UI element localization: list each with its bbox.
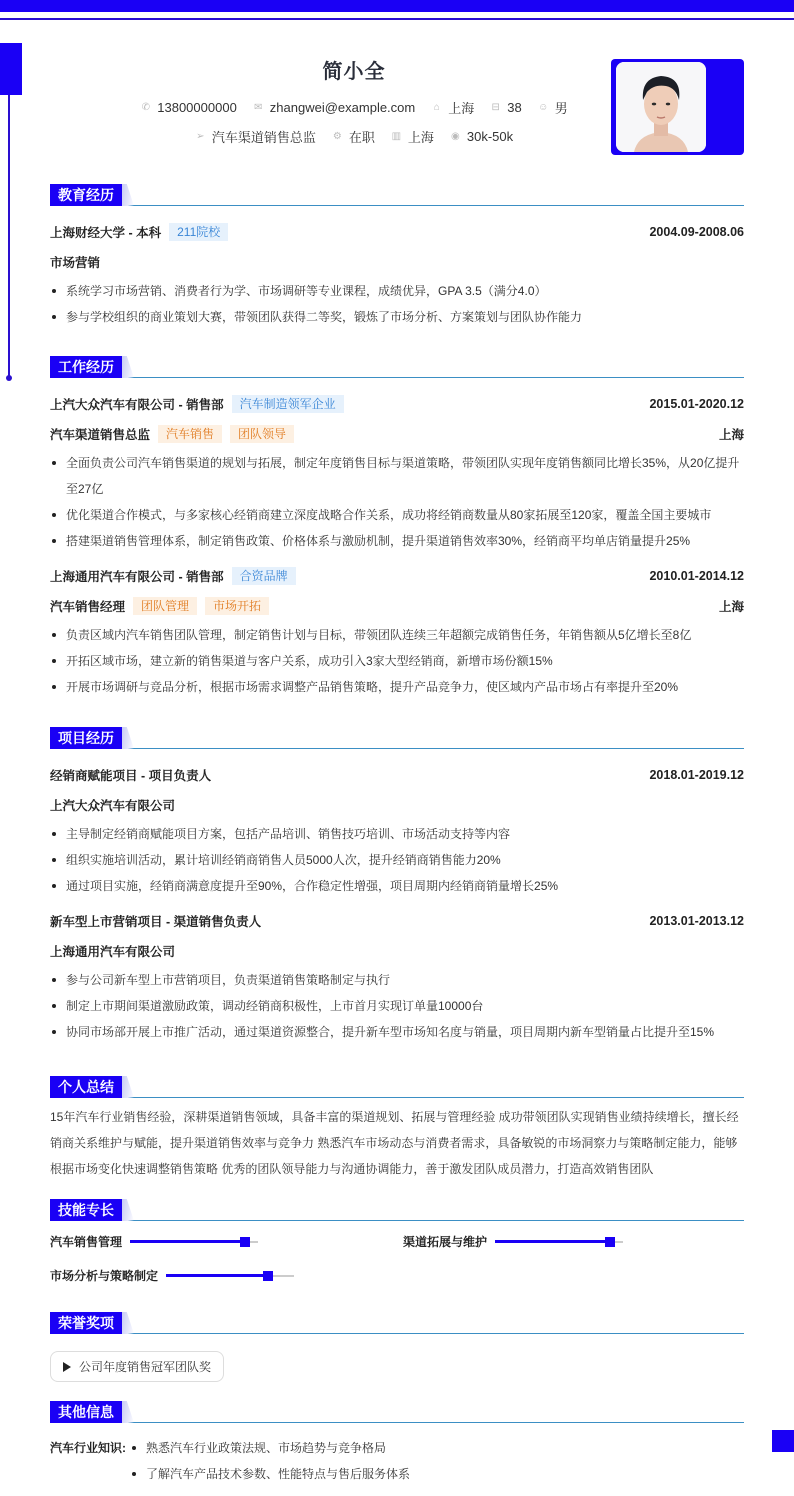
left-accent-block: [0, 43, 22, 95]
project-date: 2018.01-2019.12: [649, 768, 744, 782]
salary-icon: ◉: [451, 131, 460, 142]
project-entry: [50, 765, 744, 899]
skill-item: [50, 1233, 258, 1250]
contact-salary: ◉ 30k-50k: [451, 129, 514, 144]
section-title: 教育经历: [50, 184, 122, 206]
work-location: 上海: [718, 600, 744, 614]
summary-text: 15年汽车行业销售经验，深耕渠道销售领域，具备丰富的渠道规划、拓展与管理经验 成功带领团队实现销售业绩持续增长，擅长经销商关系维护与赋能，提升渠道销售效率与竞争力 熟悉汽车市场动态与消费者需求，具备敏锐的市场洞察力与策略制定能力，能够根据市场变化快速调整销售策略 优秀的团队领导能力与沟通协调能力，善于激发团队成员潜力，打造高效销售团队: [50, 1110, 739, 1176]
project-name: 经销商赋能项目 - 项目负责人: [50, 769, 212, 783]
bottom-right-accent-block: [772, 1430, 794, 1452]
resume-header: [50, 55, 610, 146]
list-item: 制定上市期间渠道激励政策，调动经销商积极性，上市首月实现订单量10000台: [50, 993, 744, 1019]
section-header: [50, 356, 744, 378]
role-tag: 团队管理: [133, 597, 197, 615]
work-date: 2015.01-2020.12: [649, 397, 744, 411]
section-title: 工作经历: [50, 356, 122, 378]
role-tag: 汽车销售: [158, 425, 222, 443]
skill-level-knob: [263, 1271, 273, 1281]
project-bullets: [50, 967, 744, 1045]
section-skills: [50, 1199, 744, 1291]
list-item: 参与学校组织的商业策划大赛，带领团队获得二等奖，锻炼了市场分析、方案策划与团队协作能力: [50, 304, 744, 330]
left-timeline-line: [8, 95, 10, 379]
skill-item: [403, 1233, 623, 1250]
work-bullets: [50, 622, 744, 700]
project-date: 2013.01-2013.12: [649, 914, 744, 928]
section-work: [50, 356, 744, 700]
list-item: 搭建渠道销售管理体系，制定销售政策、价格体系与激励机制，提升渠道销售效率30%，经销商平均单店销量提升25%: [50, 528, 744, 554]
section-header: [50, 1076, 744, 1098]
phone-icon: ✆: [141, 102, 150, 113]
skill-name: 渠道拓展与维护: [403, 1235, 488, 1249]
skill-name: 汽车销售管理: [50, 1235, 123, 1249]
section-title: 个人总结: [50, 1076, 122, 1098]
list-item: 开展市场调研与竞品分析，根据市场需求调整产品销售策略，提升产品竞争力，使区域内产品市场占有率提升至20%: [50, 674, 744, 700]
list-item: 通过项目实施，经销商满意度提升至90%，合作稳定性增强，项目周期内经销商销量增长25%: [50, 873, 744, 899]
section-education: [50, 184, 744, 330]
job-role: 汽车销售经理: [50, 600, 126, 614]
list-item: 参与公司新车型上市营销项目，负责渠道销售策略制定与执行: [50, 967, 744, 993]
skill-level-bar: [130, 1241, 258, 1243]
person-portrait-icon: [616, 62, 706, 152]
skill-level-bar: [166, 1275, 294, 1277]
status-icon: ⚙: [332, 131, 342, 142]
top-accent-line: [0, 18, 794, 20]
list-item: 优化渠道合作模式，与多家核心经销商建立深度战略合作关系，成功将经销商数量从80家拓展至120家，覆盖全国主要城市: [50, 502, 744, 528]
section-title: 荣誉奖项: [50, 1312, 122, 1334]
project-bullets: [50, 821, 744, 899]
contact-location: ⌂ 上海: [431, 98, 474, 117]
home-icon: ⌂: [433, 102, 440, 113]
list-item: 负责区域内汽车销售团队管理，制定销售计划与目标，带领团队连续三年超额完成销售任务，年销售额从5亿增长至8亿: [50, 622, 744, 648]
section-header: [50, 1199, 744, 1221]
mail-icon: ✉: [254, 102, 263, 113]
major: 市场营销: [50, 256, 101, 270]
school-tag: 211院校: [169, 223, 228, 241]
work-date: 2010.01-2014.12: [649, 569, 744, 583]
role-tag: 市场开拓: [205, 597, 269, 615]
contact-age: ⊟ 38: [491, 100, 522, 115]
contact-target-role: ➢ 汽车渠道销售总监: [196, 130, 316, 145]
contact-gender: ☺ 男: [538, 101, 568, 116]
section-title: 项目经历: [50, 727, 122, 749]
company-tag: 合资品牌: [232, 567, 296, 585]
list-item: 协同市场部开展上市推广活动，通过渠道资源整合，提升新车型市场知名度与销量，项目周期内新车型销量占比提升至15%: [50, 1019, 744, 1045]
contact-phone: ✆ 13800000000: [141, 100, 237, 115]
other-info-entry: [50, 1435, 744, 1487]
section-header: [50, 727, 744, 749]
skill-item: [50, 1267, 294, 1284]
avatar-photo: [616, 62, 706, 152]
other-info-label: 汽车行业知识:: [50, 1441, 126, 1455]
skill-level-knob: [240, 1237, 250, 1247]
skill-level-knob: [605, 1237, 615, 1247]
school-name: 上海财经大学 - 本科: [50, 226, 162, 240]
list-item: 全面负责公司汽车销售渠道的规划与拓展，制定年度销售目标与渠道策略，带领团队实现年度销售额同比增长35%，从20亿提升至27亿: [50, 450, 744, 502]
left-timeline-dot: [6, 375, 12, 381]
section-summary: [50, 1076, 744, 1182]
candidate-name: 简小全: [322, 61, 386, 83]
project-org: 上海通用汽车有限公司: [50, 945, 176, 959]
education-bullets: [50, 278, 744, 330]
list-item: 主导制定经销商赋能项目方案，包括产品培训、销售技巧培训、市场活动支持等内容: [50, 821, 744, 847]
gender-icon: ☺: [538, 102, 549, 113]
skill-level-bar: [495, 1241, 623, 1243]
project-org: 上汽大众汽车有限公司: [50, 799, 176, 813]
section-header: [50, 1401, 744, 1423]
building-icon: ▥: [391, 131, 402, 142]
work-location: 上海: [718, 428, 744, 442]
section-projects: [50, 727, 744, 1045]
section-awards: [50, 1312, 744, 1382]
contact-target-city: ▥ 上海: [391, 130, 434, 145]
section-other: [50, 1401, 744, 1487]
contact-status: ⚙ 在职: [332, 130, 375, 145]
skills-grid: [50, 1221, 744, 1291]
contact-email: ✉ zhangwei@example.com: [254, 100, 416, 115]
work-bullets: [50, 450, 744, 554]
project-entry: [50, 911, 744, 1045]
education-date: 2004.09-2008.06: [649, 225, 744, 239]
education-entry: [50, 222, 744, 330]
work-entry: [50, 394, 744, 554]
job-role: 汽车渠道销售总监: [50, 428, 151, 442]
award-label: 公司年度销售冠军团队奖: [79, 1360, 212, 1374]
other-info-bullets: [130, 1435, 410, 1487]
section-title: 其他信息: [50, 1401, 122, 1423]
award-item[interactable]: [50, 1351, 224, 1382]
send-icon: ➢: [196, 131, 205, 142]
top-accent-bar: [0, 0, 794, 12]
contact-row-1: [98, 98, 610, 117]
list-item: 系统学习市场营销、消费者行为学、市场调研等专业课程，成绩优异，GPA 3.5（满分4.0）: [50, 278, 744, 304]
company-tag: 汽车制造领军企业: [232, 395, 344, 413]
section-header: [50, 1312, 744, 1334]
company-name: 上汽大众汽车有限公司 - 销售部: [50, 398, 224, 412]
age-icon: ⊟: [491, 102, 500, 113]
list-item: 了解汽车产品技术参数、性能特点与售后服务体系: [130, 1461, 410, 1487]
project-name: 新车型上市营销项目 - 渠道销售负责人: [50, 915, 262, 929]
list-item: 开拓区域市场，建立新的销售渠道与客户关系，成功引入3家大型经销商，新增市场份额15%: [50, 648, 744, 674]
work-entry: [50, 566, 744, 700]
photo-frame: [611, 59, 744, 155]
company-name: 上海通用汽车有限公司 - 销售部: [50, 570, 224, 584]
contact-row-2: [98, 127, 610, 146]
role-tag: 团队领导: [230, 425, 294, 443]
list-item: 组织实施培训活动，累计培训经销商销售人员5000人次，提升经销商销售能力20%: [50, 847, 744, 873]
section-header: [50, 184, 744, 206]
expand-triangle-icon: [63, 1362, 71, 1372]
skill-name: 市场分析与策略制定: [50, 1269, 159, 1283]
list-item: 熟悉汽车行业政策法规、市场趋势与竞争格局: [130, 1435, 410, 1461]
section-title: 技能专长: [50, 1199, 122, 1221]
